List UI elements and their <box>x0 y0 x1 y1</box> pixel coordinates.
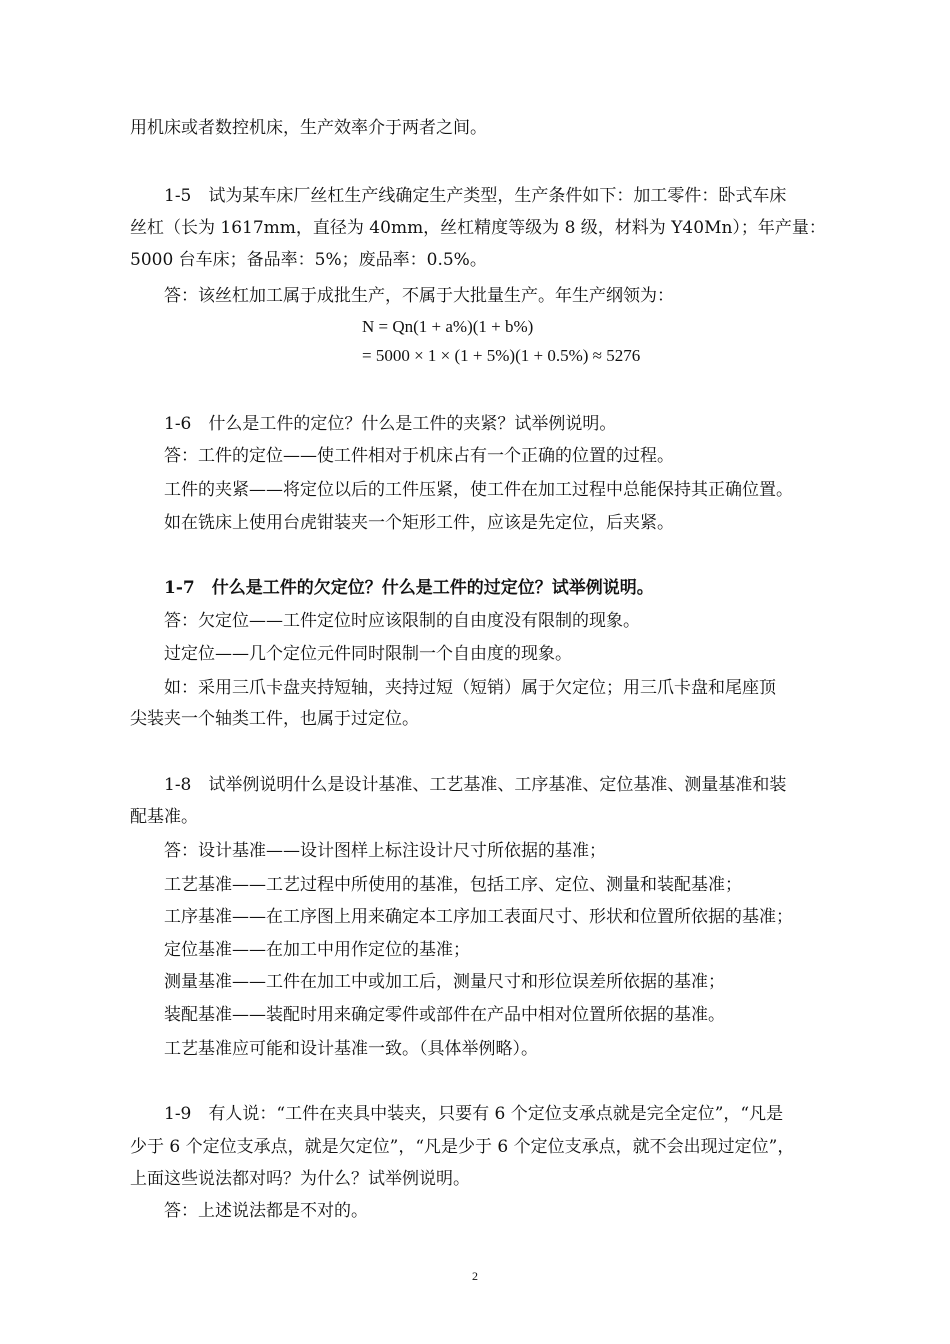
question-1-8-line: 配基准。 <box>130 807 198 827</box>
answer-1-5-line: 答：该丝杠加工属于成批生产，不属于大批量生产。年生产纲领为： <box>164 286 674 306</box>
question-1-6-line: 1-6 什么是工件的定位？什么是工件的夹紧？试举例说明。 <box>164 414 617 434</box>
answer-1-7-line: 如：采用三爪卡盘夹持短轴，夹持过短（短销）属于欠定位；用三爪卡盘和尾座顶 <box>164 678 776 698</box>
question-1-5-line: 5000 台车床；备品率：5%；废品率：0.5%。 <box>130 250 487 270</box>
answer-1-8-line: 装配基准——装配时用来确定零件或部件在产品中相对位置所依据的基准。 <box>164 1005 725 1025</box>
answer-1-6-line: 如在铣床上使用台虎钳装夹一个矩形工件，应该是先定位，后夹紧。 <box>164 513 674 533</box>
question-1-5-line: 丝杠（长为 1617mm，直径为 40mm，丝杠精度等级为 8 级，材料为 Y40Mn）；年产量： <box>130 218 826 238</box>
answer-1-8-line: 工艺基准——工艺过程中所使用的基准，包括工序、定位、测量和装配基准； <box>164 875 742 895</box>
answer-1-6-line: 答：工件的定位——使工件相对于机床占有一个正确的位置的过程。 <box>164 446 674 466</box>
question-1-5-line: 1-5 试为某车床厂丝杠生产线确定生产类型，生产条件如下：加工零件：卧式车床 <box>164 186 787 206</box>
answer-1-8-line: 工艺基准应可能和设计基准一致。（具体举例略）。 <box>164 1039 538 1059</box>
paragraph-line: 用机床或者数控机床，生产效率介于两者之间。 <box>130 118 487 138</box>
answer-1-7-line: 尖装夹一个轴类工件，也属于过定位。 <box>130 709 419 729</box>
answer-1-8-line: 测量基准——工件在加工中或加工后，测量尺寸和形位误差所依据的基准； <box>164 972 725 992</box>
answer-1-7-line: 答：欠定位——工件定位时应该限制的自由度没有限制的现象。 <box>164 611 640 631</box>
question-1-9-line: 少于 6 个定位支承点，就是欠定位”，“凡是少于 6 个定位支承点，就不会出现过定位”， <box>130 1137 795 1157</box>
page-number: 2 <box>472 1269 478 1283</box>
question-1-8-line: 1-8 试举例说明什么是设计基准、工艺基准、工序基准、定位基准、测量基准和装 <box>164 775 787 795</box>
answer-1-9-line: 答：上述说法都是不对的。 <box>164 1201 368 1221</box>
answer-1-8-line: 工序基准——在工序图上用来确定本工序加工表面尺寸、形状和位置所依据的基准； <box>164 907 793 927</box>
question-1-9-line: 1-9 有人说：“工件在夹具中装夹，只要有 6 个定位支承点就是完全定位”，“凡是 <box>164 1104 784 1124</box>
formula-line-2: = 5000 × 1 × (1 + 5%)(1 + 0.5%) ≈ 5276 <box>362 346 641 365</box>
answer-1-8-line: 答：设计基准——设计图样上标注设计尺寸所依据的基准； <box>164 841 606 861</box>
answer-1-8-line: 定位基准——在加工中用作定位的基准； <box>164 940 470 960</box>
answer-1-7-line: 过定位——几个定位元件同时限制一个自由度的现象。 <box>164 644 572 664</box>
question-1-7-line: 1-7 什么是工件的欠定位？什么是工件的过定位？试举例说明。 <box>164 578 654 598</box>
question-1-9-line: 上面这些说法都对吗？为什么？试举例说明。 <box>130 1169 470 1189</box>
answer-1-6-line: 工件的夹紧——将定位以后的工件压紧，使工件在加工过程中总能保持其正确位置。 <box>164 480 793 500</box>
formula-line-1: N = Qn(1 + a%)(1 + b%) <box>362 317 534 336</box>
